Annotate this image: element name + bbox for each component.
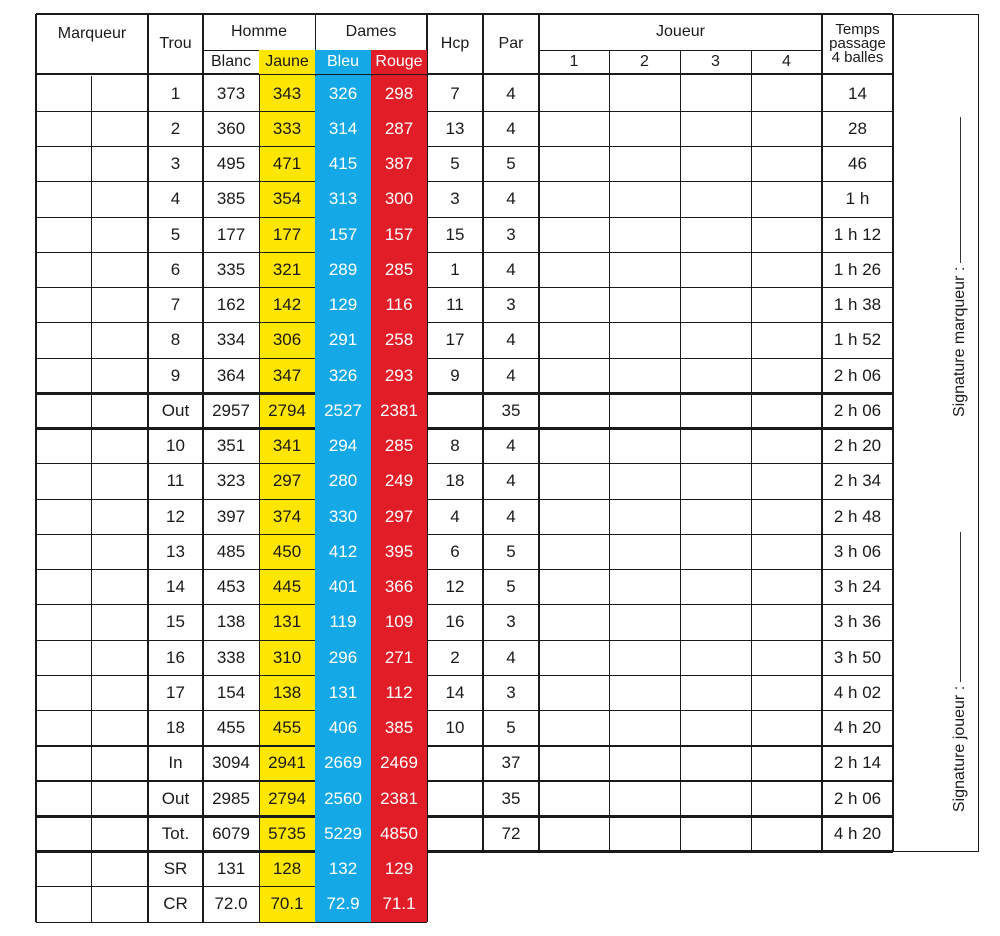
bleu-cell: 119 <box>315 605 371 640</box>
jaune-cell: 297 <box>272 471 302 491</box>
bleu-cell: 330 <box>315 499 371 534</box>
header-homme: Homme <box>230 23 287 40</box>
header-dames: Dames <box>345 23 397 40</box>
header-joueur-4: 4 <box>782 53 791 70</box>
blanc-cell: 364 <box>216 365 246 385</box>
blanc-cell: 373 <box>216 83 246 103</box>
rouge-cell: 366 <box>371 570 427 605</box>
jaune-cell: 138 <box>272 682 302 702</box>
hcp-cell: 12 <box>445 577 465 597</box>
par-cell: 5 <box>506 718 516 738</box>
blanc-cell: 335 <box>216 259 246 279</box>
rouge-cell: 298 <box>371 76 427 111</box>
blanc-cell: 323 <box>216 471 246 491</box>
trou-cell: 3 <box>170 154 181 174</box>
bleu-cell: 291 <box>315 323 371 358</box>
bleu-cell: 129 <box>315 288 371 323</box>
header-temps-line3: 4 balles <box>831 49 884 66</box>
rouge-cell: 385 <box>371 711 427 746</box>
rouge-cell: 285 <box>371 252 427 287</box>
hcp-cell <box>427 816 483 851</box>
bleu-cell: 2669 <box>315 746 371 781</box>
header-joueur-2: 2 <box>640 53 649 70</box>
temps-cell: 2 h 06 <box>833 400 882 420</box>
hcp-cell <box>427 746 483 781</box>
header-temps-line1: Temps <box>835 21 880 38</box>
jaune-cell: 306 <box>272 330 302 350</box>
bleu-cell: 412 <box>315 534 371 569</box>
hcp-cell: 8 <box>450 436 460 456</box>
header-joueur-1: 1 <box>569 53 579 70</box>
par-cell: 4 <box>506 506 516 526</box>
trou-cell: 13 <box>166 541 185 561</box>
rouge-cell: 2381 <box>371 393 427 428</box>
blanc-cell: 177 <box>216 224 246 244</box>
header-blanc: Blanc <box>210 53 252 70</box>
hcp-cell: 16 <box>445 612 465 632</box>
par-cell: 5 <box>506 541 516 561</box>
bleu-cell: 313 <box>315 182 371 217</box>
temps-cell: 1 h 26 <box>833 259 882 279</box>
signature-joueur-line <box>960 532 961 682</box>
blanc-cell: 154 <box>216 682 246 702</box>
header-bleu: Bleu <box>315 50 371 74</box>
rouge-cell: 71.1 <box>371 887 427 922</box>
trou-cell: 8 <box>170 330 181 350</box>
par-cell: 3 <box>506 295 516 315</box>
par-cell: 72 <box>501 823 521 843</box>
trou-cell: 5 <box>170 224 181 244</box>
blanc-cell: 162 <box>216 295 246 315</box>
hcp-cell: 10 <box>445 718 465 738</box>
blanc-cell: 72.0 <box>214 894 248 914</box>
rouge-cell: 112 <box>371 675 427 710</box>
trou-cell: 7 <box>170 295 181 315</box>
hcp-cell <box>427 393 483 428</box>
trou-cell: Out <box>161 400 190 420</box>
bleu-cell: 2560 <box>315 781 371 816</box>
temps-cell: 4 h 20 <box>833 718 882 738</box>
bleu-cell: 131 <box>315 675 371 710</box>
hcp-cell: 1 <box>450 259 460 279</box>
bleu-cell: 314 <box>315 111 371 146</box>
blanc-cell: 455 <box>216 718 246 738</box>
header-jaune: Jaune <box>259 50 315 74</box>
temps-cell: 1 h <box>845 189 870 209</box>
jaune-cell: 2794 <box>268 400 306 420</box>
joueur-1-right <box>609 50 610 852</box>
hcp-cell: 2 <box>450 647 460 667</box>
jaune-cell: 471 <box>272 154 302 174</box>
temps-cell: 2 h 06 <box>833 365 882 385</box>
bleu-cell: 415 <box>315 147 371 182</box>
rouge-cell: 293 <box>371 358 427 393</box>
trou-cell: 14 <box>166 577 185 597</box>
bleu-cell: 2527 <box>315 393 371 428</box>
rouge-cell: 387 <box>371 147 427 182</box>
trou-cell: 4 <box>170 189 181 209</box>
temps-cell: 3 h 24 <box>833 577 882 597</box>
joueur-2-right <box>680 50 681 852</box>
blanc-cell: 338 <box>216 647 246 667</box>
blanc-cell: 397 <box>216 506 246 526</box>
temps-cell: 2 h 06 <box>833 788 882 808</box>
rouge-cell: 287 <box>371 111 427 146</box>
bleu-cell: 294 <box>315 429 371 464</box>
rouge-cell: 129 <box>371 852 427 887</box>
par-cell: 4 <box>506 83 516 103</box>
jaune-cell: 128 <box>272 859 302 879</box>
blanc-cell: 2957 <box>212 400 250 420</box>
signature-right-border <box>978 14 979 852</box>
temps-cell: 1 h 12 <box>833 224 882 244</box>
rouge-cell: 4850 <box>371 816 427 851</box>
jaune-cell: 131 <box>272 612 302 632</box>
par-cell: 4 <box>506 118 516 138</box>
blanc-cell: 351 <box>216 436 246 456</box>
temps-cell: 2 h 48 <box>833 506 882 526</box>
trou-cell: 12 <box>166 506 185 526</box>
par-cell: 4 <box>506 189 516 209</box>
rouge-cell: 297 <box>371 499 427 534</box>
hcp-cell: 11 <box>446 295 464 315</box>
jaune-cell: 70.1 <box>270 894 304 914</box>
jaune-cell: 343 <box>272 83 302 103</box>
trou-cell: SR <box>163 859 188 879</box>
header-par: Par <box>498 35 524 52</box>
left-border <box>35 14 38 922</box>
rouge-cell: 116 <box>371 288 427 323</box>
blanc-cell: 495 <box>216 154 246 174</box>
hcp-cell: 17 <box>445 330 465 350</box>
bleu-cell: 401 <box>315 570 371 605</box>
par-cell: 35 <box>501 788 521 808</box>
temps-cell: 46 <box>848 154 867 174</box>
jaune-cell: 5735 <box>268 823 306 843</box>
bleu-cell: 406 <box>315 711 371 746</box>
temps-cell: 2 h 34 <box>833 471 882 491</box>
header-temps-line2: passage <box>829 35 886 52</box>
bleu-cell: 280 <box>315 464 371 499</box>
rouge-cell: 300 <box>371 182 427 217</box>
blanc-cell: 485 <box>216 541 246 561</box>
temps-cell: 28 <box>848 118 867 138</box>
jaune-cell: 341 <box>272 436 302 456</box>
hcp-cell: 5 <box>450 154 460 174</box>
hcp-cell: 13 <box>445 118 465 138</box>
trou-cell: 2 <box>170 118 181 138</box>
trou-cell: 11 <box>166 471 185 491</box>
jaune-cell: 321 <box>272 259 302 279</box>
rouge-cell: 2469 <box>371 746 427 781</box>
temps-cell: 2 h 20 <box>833 436 882 456</box>
rouge-cell: 285 <box>371 429 427 464</box>
blanc-cell: 3094 <box>212 753 250 773</box>
header-joueur-3: 3 <box>711 53 720 70</box>
blanc-cell: 453 <box>216 577 246 597</box>
hcp-cell: 3 <box>450 189 460 209</box>
trou-cell: 1 <box>170 83 181 103</box>
temps-cell: 14 <box>848 83 867 103</box>
bleu-cell: 157 <box>315 217 371 252</box>
temps-cell: 1 h 52 <box>833 330 882 350</box>
bleu-cell: 326 <box>315 358 371 393</box>
header-trou: Trou <box>159 35 192 52</box>
blanc-cell: 360 <box>216 118 246 138</box>
trou-cell: CR <box>163 894 188 914</box>
blanc-cell: 2985 <box>212 788 250 808</box>
bleu-cell: 5229 <box>315 816 371 851</box>
bleu-cell: 326 <box>315 76 371 111</box>
par-cell: 3 <box>506 612 516 632</box>
jaune-cell: 177 <box>272 224 302 244</box>
jaune-cell: 333 <box>272 118 302 138</box>
jaune-cell: 455 <box>272 718 302 738</box>
par-cell: 37 <box>501 753 521 773</box>
trou-cell: In <box>168 753 183 773</box>
rouge-cell: 2381 <box>371 781 427 816</box>
signature-marqueur <box>948 117 972 417</box>
temps-cell: 4 h 02 <box>833 682 882 702</box>
blanc-cell: 131 <box>216 859 246 879</box>
jaune-cell: 445 <box>272 577 302 597</box>
rouge-cell: 395 <box>371 534 427 569</box>
trou-cell: 17 <box>166 682 185 702</box>
temps-cell: 3 h 36 <box>833 612 882 632</box>
jaune-cell: 310 <box>272 647 302 667</box>
par-cell: 5 <box>506 154 516 174</box>
hcp-cell: 9 <box>450 365 460 385</box>
par-cell: 5 <box>506 577 516 597</box>
hcp-cell: 18 <box>445 471 465 491</box>
temps-cell: 1 h 38 <box>833 295 882 315</box>
trou-cell: 6 <box>170 259 181 279</box>
signature-joueur-label: Signature joueur : <box>951 685 968 813</box>
bleu-cell: 132 <box>315 852 371 887</box>
trou-cell: 10 <box>166 436 185 456</box>
header-marqueur: Marqueur <box>57 25 127 42</box>
bleu-cell: 296 <box>315 640 371 675</box>
header-joueur: Joueur <box>656 23 705 40</box>
par-cell: 4 <box>506 647 516 667</box>
temps-cell: 3 h 50 <box>833 647 882 667</box>
trou-cell: Tot. <box>161 823 190 843</box>
temps-cell: 4 h 20 <box>833 823 882 843</box>
jaune-cell: 2794 <box>268 788 306 808</box>
rouge-cell: 271 <box>371 640 427 675</box>
rouge-cell: 249 <box>371 464 427 499</box>
trou-cell: 16 <box>166 647 185 667</box>
par-cell: 3 <box>506 224 516 244</box>
par-cell: 3 <box>506 682 516 702</box>
hcp-cell: 14 <box>445 682 465 702</box>
jaune-cell: 450 <box>272 541 302 561</box>
par-cell: 4 <box>506 471 516 491</box>
par-cell: 4 <box>506 330 516 350</box>
jaune-cell: 142 <box>272 295 302 315</box>
signature-marqueur-line <box>960 117 961 263</box>
hcp-cell: 4 <box>450 506 460 526</box>
trou-cell: Out <box>161 788 190 808</box>
hcp-cell <box>427 781 483 816</box>
jaune-cell: 347 <box>272 365 302 385</box>
par-cell: 4 <box>506 365 516 385</box>
rouge-cell: 157 <box>371 217 427 252</box>
trou-cell: 9 <box>170 365 181 385</box>
par-cell: 35 <box>501 400 521 420</box>
trou-cell: 15 <box>166 612 185 632</box>
hcp-cell: 6 <box>450 541 460 561</box>
rouge-cell: 109 <box>371 605 427 640</box>
trou-cell: 18 <box>166 718 185 738</box>
temps-cell: 2 h 14 <box>833 753 882 773</box>
signature-top-border <box>893 14 978 15</box>
signature-bottom-border <box>893 851 978 852</box>
hcp-cell: 7 <box>450 83 460 103</box>
par-cell: 4 <box>506 259 516 279</box>
joueur-3-right <box>751 50 752 852</box>
bleu-cell: 289 <box>315 252 371 287</box>
temps-cell: 3 h 06 <box>833 541 882 561</box>
header-temps <box>822 14 893 74</box>
jaune-cell: 374 <box>272 506 302 526</box>
rouge-cell: 258 <box>371 323 427 358</box>
hcp-cell: 15 <box>445 224 465 244</box>
blanc-cell: 334 <box>216 330 246 350</box>
signature-joueur <box>948 522 972 822</box>
bleu-cell: 72.9 <box>315 887 371 922</box>
blanc-cell: 385 <box>216 189 246 209</box>
par-cell: 4 <box>506 436 516 456</box>
blanc-cell: 138 <box>216 612 246 632</box>
jaune-cell: 2941 <box>268 753 306 773</box>
signature-marqueur-label: Signature marqueur : <box>951 266 968 417</box>
blanc-cell: 6079 <box>212 823 250 843</box>
header-rouge: Rouge <box>371 50 427 74</box>
jaune-cell: 354 <box>272 189 302 209</box>
header-hcp: Hcp <box>440 35 470 52</box>
